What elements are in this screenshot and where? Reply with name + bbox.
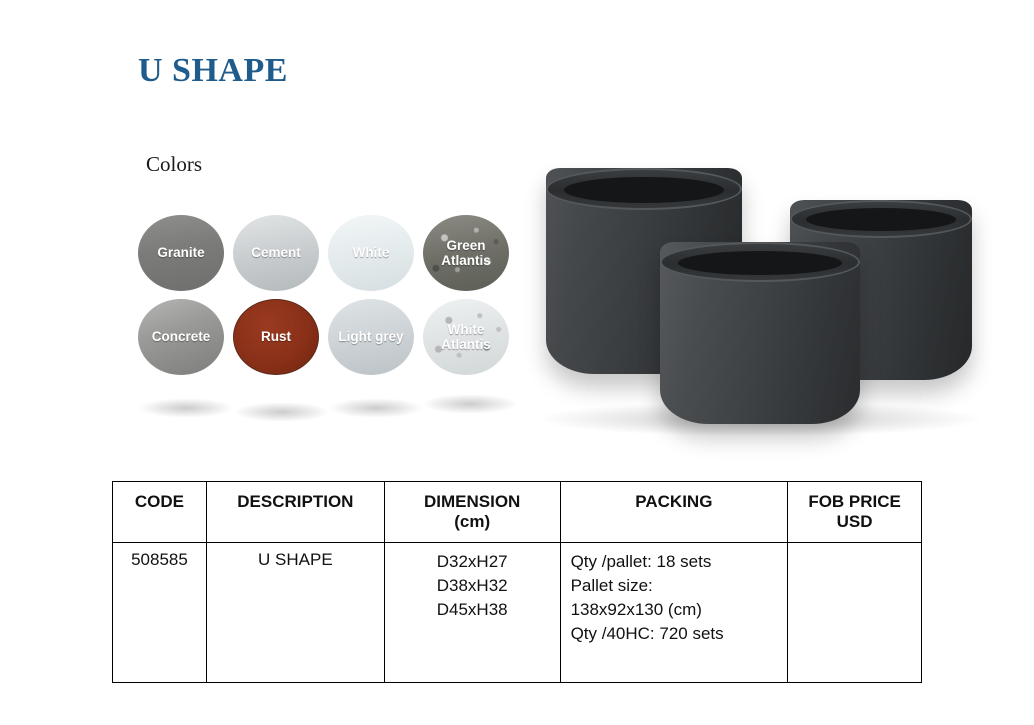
header-dimension-line1: DIMENSION <box>424 492 521 511</box>
swatch-shadow-group <box>138 392 538 432</box>
color-swatch-green-atlantis[interactable] <box>423 215 509 291</box>
table-row <box>113 543 922 683</box>
color-swatch-row <box>138 299 528 375</box>
color-swatch-cement[interactable] <box>233 215 319 291</box>
spec-table <box>112 481 922 683</box>
color-swatch-row <box>138 215 528 291</box>
packing-line: Qty /pallet: 18 sets <box>570 552 712 571</box>
color-swatch-label: White Atlantis <box>441 321 491 352</box>
front-pot <box>660 242 860 424</box>
header-packing: PACKING <box>560 482 788 543</box>
packing-line: Pallet size: <box>570 576 653 596</box>
color-swatch-rust[interactable] <box>233 299 319 375</box>
header-dimension <box>384 482 560 543</box>
color-swatch-concrete[interactable] <box>138 299 224 375</box>
swatch-shadow <box>234 402 330 422</box>
cell-description: U SHAPE <box>206 543 384 683</box>
color-swatch-label: White <box>352 245 390 261</box>
cell-dimension <box>384 543 560 683</box>
pot-rim-inner <box>678 251 842 275</box>
header-price-line2: USD <box>836 512 873 531</box>
color-swatch-label: Granite <box>157 245 205 261</box>
color-swatch-label: Green Atlantis <box>441 237 491 268</box>
color-swatch-label: Rust <box>261 329 291 345</box>
table-header-row <box>113 482 922 543</box>
swatch-shadow <box>138 398 234 418</box>
cell-code: 508585 <box>113 543 207 683</box>
packing-line: 138x92x130 (cm) <box>570 600 702 620</box>
pot-rim-inner <box>806 208 955 231</box>
color-swatch-white[interactable] <box>328 215 414 291</box>
color-swatch-granite[interactable] <box>138 215 224 291</box>
header-description: DESCRIPTION <box>206 482 384 543</box>
cell-packing <box>560 543 788 683</box>
color-swatch-light-grey[interactable] <box>328 299 414 375</box>
page-title: U SHAPE <box>138 52 288 89</box>
color-swatch-label: Concrete <box>151 329 211 345</box>
product-photo <box>520 150 1000 450</box>
dimension-line: D45xH38 <box>436 600 508 620</box>
swatch-shadow <box>328 398 424 418</box>
cell-fob-price <box>788 543 922 683</box>
color-swatch-label: Light grey <box>338 329 404 345</box>
packing-line: Qty /40HC: 720 sets <box>570 624 724 644</box>
header-code: CODE <box>113 482 207 543</box>
color-swatch-label: Cement <box>251 245 301 261</box>
swatch-shadow <box>422 394 518 414</box>
dimension-line: D32xH27 <box>436 552 508 571</box>
header-dimension-line2: (cm) <box>454 512 491 531</box>
header-fob-price <box>788 482 922 543</box>
dimension-line: D38xH32 <box>436 576 508 596</box>
header-price-line1: FOB PRICE <box>808 492 901 511</box>
color-swatch-white-atlantis[interactable] <box>423 299 509 375</box>
pot-rim-inner <box>564 177 725 203</box>
colors-section-label: Colors <box>146 152 203 176</box>
color-swatch-grid <box>138 215 528 383</box>
